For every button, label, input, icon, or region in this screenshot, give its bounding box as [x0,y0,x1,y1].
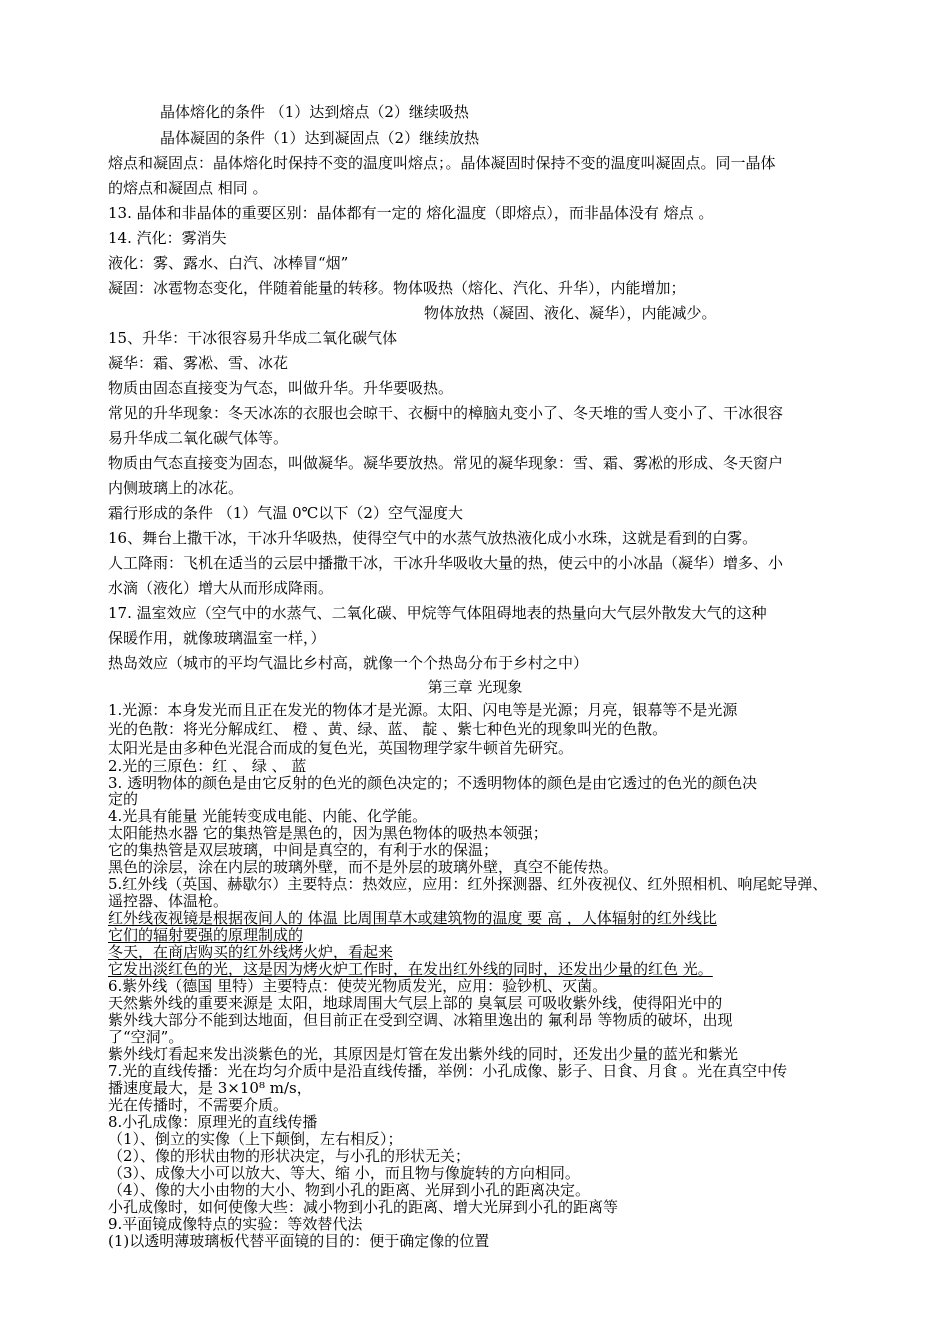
text-line: 的熔点和凝固点 相同 。 [108,179,268,197]
text-line: 红外线夜视镜是根据夜间人的 体温 比周围草木或建筑物的温度 要 高 ，人体辐射的红外线比 [108,909,717,927]
text-line: 保暖作用，就像玻璃温室一样，） [108,629,326,647]
text-line: 它们的辐射要强的原理制成的 [108,926,304,944]
text-line: （4）、像的大小由物的大小、物到小孔的距离、光屏到小孔的距离决定。 [108,1181,591,1199]
text-line: 冬天，在商店购买的红外线烤火炉，看起来 [108,943,394,961]
text-line: 物质由固态直接变为气态，叫做升华。升华要吸热。 [108,379,454,397]
text-line: 热岛效应（城市的平均气温比乡村高，就像一个个热岛分布于乡村之中） [108,654,589,672]
text-line: 霜行形成的条件 （1）气温 0℃以下（2）空气湿度大 [108,504,463,522]
text-line: 物质由气态直接变为固态，叫做凝华。凝华要放热。常见的凝华现象：雪、霜、雾凇的形成、冬天窗户 [108,454,784,472]
text-line: 晶体凝固的条件（1）达到凝固点（2）继续放热 [160,129,480,147]
text-line: 5.红外线（英国、赫歇尔）主要特点：热效应，应用：红外探测器、红外夜视仪、红外照相机、响尾蛇导弹、 [108,875,828,893]
text-line: 紫外线大部分不能到达地面，但目前正在受到空调、冰箱里逸出的 氟利昂 等物质的破坏，出现 [108,1011,733,1029]
text-line: 常见的升华现象：冬天冰冻的衣服也会晾干、衣橱中的樟脑丸变小了、冬天堆的雪人变小了、干冰很容 [108,404,784,422]
text-line: 它的集热管是双层玻璃，中间是真空的，有利于水的保温； [108,841,499,859]
text-line: 凝固：冰雹物态变化，伴随着能量的转移。物体吸热（熔化、汽化、升华），内能增加； [108,279,686,297]
text-line: 9.平面镜成像特点的实验：等效替代法 [108,1215,363,1233]
text-line: (1)以透明薄玻璃板代替平面镜的目的：便于确定像的位置 [108,1232,490,1250]
text-line: 4.光具有能量 光能转变成电能、内能、化学能。 [108,807,428,825]
text-line: 液化：雾、露水、白汽、冰棒冒“烟” [108,254,349,272]
text-line: 天然紫外线的重要来源是 太阳，地球周围大气层上部的 臭氧层 可吸收紫外线，使得阳光中的 [108,994,723,1012]
text-line: 6.紫外线（德国 里特）主要特点：使荧光物质发光，应用：验钞机、灭菌。 [108,977,608,995]
chapter-heading: 第三章 光现象 [427,678,523,696]
text-line: 2.光的三原色：红 、 绿 、 蓝 [108,757,307,775]
text-line: （1）、倒立的实像（上下颠倒，左右相反）； [108,1130,403,1148]
text-line: 7.光的直线传播：光在均匀介质中是沿直线传播，举例：小孔成像、影子、日食、月食 。光在真空中传 [108,1062,788,1080]
text-line: 光的色散：将光分解成红、 橙 、黄、绿、蓝、 靛 、紫七种色光的现象叫光的色散。 [108,720,668,738]
text-line: 13. 晶体和非晶体的重要区别：晶体都有一定的 熔化温度（即熔点），而非晶体没有 熔点 。 [108,204,714,222]
text-line: 水滴（液化）增大从而形成降雨。 [108,579,334,597]
text-line: 内侧玻璃上的冰花。 [108,479,244,497]
text-line: （2）、像的形状由物的形状决定，与小孔的形状无关； [108,1147,471,1165]
text-line: 易升华成二氧化碳气体等。 [108,429,289,447]
text-line: 黑色的涂层，涂在内层的玻璃外壁，而不是外层的玻璃外壁，真空不能传热。 [108,858,619,876]
text-line: 物体放热（凝固、液化、凝华），内能减少。 [424,304,717,322]
text-line: 14. 汽化：雾消失 [108,229,227,247]
text-line: 定的 [108,790,139,808]
text-line: 16、舞台上撒干冰，干冰升华吸热，使得空气中的水蒸气放热液化成小水珠，这就是看到的白雾。 [108,529,758,547]
text-line: 3. 透明物体的颜色是由它反射的色光的颜色决定的；不透明物体的颜色是由它透过的色光的颜色决 [108,774,758,792]
text-line: 光在传播时，不需要介质。 [108,1096,289,1114]
text-line: 15、升华：干冰很容易升华成二氧化碳气体 [108,329,398,347]
text-line: 紫外线灯看起来发出淡紫色的光，其原因是灯管在发出紫外线的同时，还发出少量的蓝光和紫光 [108,1045,739,1063]
text-line: 小孔成像时，如何使像大些：减小物到小孔的距离、增大光屏到小孔的距离等 [108,1198,619,1216]
text-line: 播速度最大，是 3×10⁸ m/s， [108,1079,312,1097]
text-line: 熔点和凝固点：晶体熔化时保持不变的温度叫熔点；。晶体凝固时保持不变的温度叫凝固点。同一晶体 [108,154,776,172]
text-line: 人工降雨：飞机在适当的云层中播撒干冰，干冰升华吸收大量的热，使云中的小冰晶（凝华）增多、小 [108,554,784,572]
text-line: 17. 温室效应（空气中的水蒸气、二氧化碳、甲烷等气体阻碍地表的热量向大气层外散发大气的这种 [108,604,767,622]
text-line: 遥控器、体温枪。 [108,892,229,910]
text-line: 了“空洞”。 [108,1028,184,1046]
text-line: 太阳能热水器 它的集热管是黑色的，因为黑色物体的吸热本领强； [108,824,548,842]
text-line: 它发出淡红色的光，这是因为烤火炉工作时，在发出红外线的同时，还发出少量的红色 光。 [108,960,713,978]
text-line: 凝华：霜、雾凇、雪、冰花 [108,354,289,372]
text-line: 1.光源：本身发光而且正在发光的物体才是光源。太阳、闪电等是光源；月亮，银幕等不是光源 [108,701,738,719]
text-line: 晶体熔化的条件 （1）达到熔点（2）继续吸热 [160,103,469,121]
text-line: （3）、成像大小可以放大、等大、缩 小，而且物与像旋转的方向相同。 [108,1164,580,1182]
text-line: 太阳光是由多种色光混合而成的复色光，英国物理学家牛顿首先研究。 [108,739,574,757]
text-line: 8.小孔成像：原理光的直线传播 [108,1113,318,1131]
